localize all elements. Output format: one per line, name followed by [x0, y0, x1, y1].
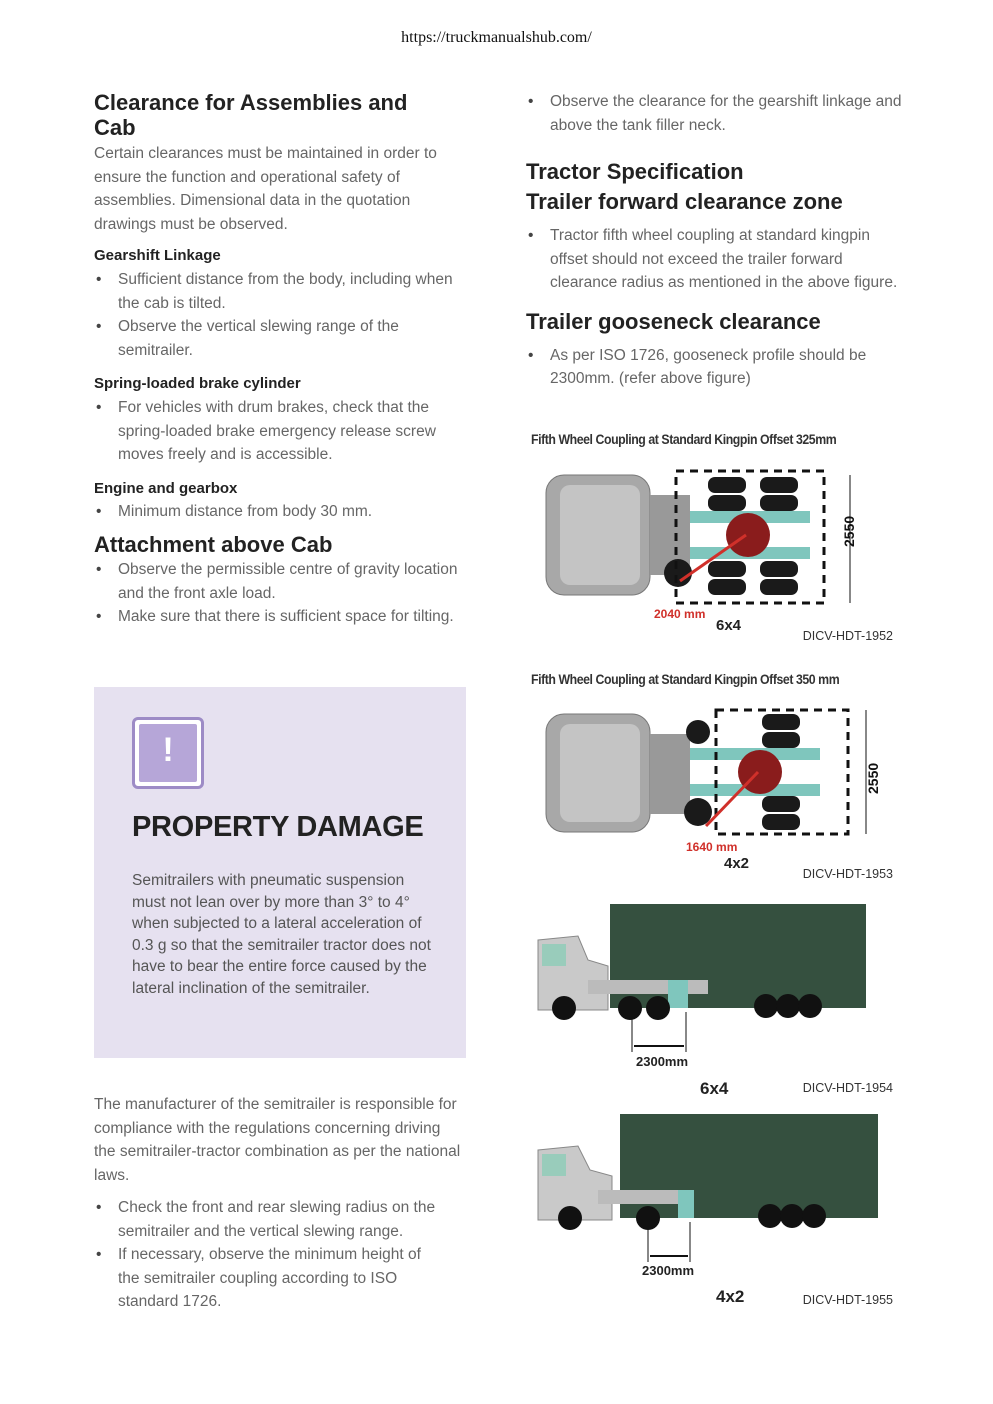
- figure-4-config: 4x2: [716, 1287, 745, 1306]
- figure-2-width: 2550: [865, 762, 881, 794]
- manufacturer-list: [94, 1196, 466, 1314]
- figure-1-width: 2550: [841, 515, 857, 547]
- list-item: • Minimum distance from body 30 mm.: [94, 500, 466, 524]
- figure-1-config: 6x4: [716, 617, 742, 634]
- figure-3-code: DICV-HDT-1954: [802, 1081, 893, 1095]
- clearance-body: Certain clearances must be maintained in order to ensure the function and operational safety of assemblies. Dimensional data in the quotation drawings must be observed.: [94, 145, 437, 233]
- gooseneck-list: [526, 344, 906, 391]
- clearance-heading: Clearance for Assemblies and Cab: [94, 90, 408, 140]
- figure-4-dimension: 2300mm: [642, 1263, 695, 1278]
- exclamation-icon: !: [132, 717, 204, 789]
- brake-list: [94, 396, 466, 467]
- property-damage-notice: [94, 687, 466, 1058]
- tractor-spec-heading: Tractor Specification Trailer forward clearance zone: [526, 159, 843, 214]
- left-column: [94, 90, 466, 629]
- figure-1-drawing: [530, 455, 890, 635]
- engine-list: [94, 500, 466, 524]
- gearshift-list: [94, 268, 466, 362]
- figure-2-config: 4x2: [724, 855, 750, 872]
- figure-4-drawing: [528, 1110, 888, 1310]
- source-url[interactable]: https://truckmanualshub.com/: [401, 29, 592, 46]
- list-item: • Sufficient distance from the body, including when the cab is tilted.: [94, 268, 466, 315]
- list-item: • Observe the clearance for the gearshift linkage and above the tank filler neck.: [526, 90, 906, 137]
- figure-4-code: DICV-HDT-1955: [802, 1293, 893, 1307]
- notice-title: PROPERTY DAMAGE: [132, 811, 424, 843]
- figure-2-code: DICV-HDT-1953: [802, 867, 893, 881]
- right-column: [526, 90, 906, 391]
- figure-2-title: Fifth Wheel Coupling at Standard Kingpin Offset 350 mm: [531, 671, 840, 687]
- engine-heading: Engine and gearbox: [94, 479, 238, 497]
- figure-3-config: 6x4: [700, 1079, 729, 1098]
- figure-1-title: Fifth Wheel Coupling at Standard Kingpin Offset 325mm: [531, 431, 837, 447]
- manufacturer-body: The manufacturer of the semitrailer is responsible for compliance with the regulations concerning driving the semitrailer-tractor combination as per the national laws.: [94, 1096, 461, 1184]
- list-item: • Observe the permissible centre of gravity location and the front axle load.: [94, 558, 466, 605]
- figure-2-radius: 1640 mm: [686, 840, 738, 854]
- figure-3-dimension: 2300mm: [636, 1054, 689, 1069]
- list-item: • For vehicles with drum brakes, check that the spring-loaded brake emergency release screw moves freely and is accessible.: [94, 396, 466, 467]
- gooseneck-heading: Trailer gooseneck clearance: [526, 308, 821, 334]
- list-item: • If necessary, observe the minimum height of the semitrailer coupling according to ISO standard 1726.: [94, 1243, 434, 1314]
- attachment-list: [94, 558, 466, 629]
- tractor-spec-list: [526, 224, 906, 295]
- notice-text: Semitrailers with pneumatic suspension must not lean over by more than 3° to 4° when subjected to a lateral acceleration of 0.3 g so that the semitrailer tractor does not have to bear the entire force caused by the lateral inclination of the semitrailer.: [132, 872, 431, 997]
- manufacturer-section: [94, 1093, 466, 1314]
- top-list: [526, 90, 906, 137]
- figure-3-drawing: [528, 900, 888, 1100]
- brake-heading: Spring-loaded brake cylinder: [94, 375, 301, 392]
- list-item: • Observe the vertical slewing range of the semitrailer.: [94, 315, 466, 362]
- figure-1-code: DICV-HDT-1952: [802, 629, 893, 643]
- attachment-heading: Attachment above Cab: [94, 532, 333, 557]
- figure-1-radius: 2040 mm: [654, 607, 706, 621]
- list-item: • Make sure that there is sufficient space for tilting.: [94, 605, 466, 629]
- gearshift-heading: Gearshift Linkage: [94, 247, 221, 264]
- list-item: • Tractor fifth wheel coupling at standard kingpin offset should not exceed the trailer forward clearance radius as mentioned in the above figure.: [526, 224, 906, 295]
- list-item: • As per ISO 1726, gooseneck profile should be 2300mm. (refer above figure): [526, 344, 906, 391]
- list-item: • Check the front and rear slewing radius on the semitrailer and the vertical slewing range.: [94, 1196, 466, 1243]
- figure-2-drawing: [530, 694, 890, 874]
